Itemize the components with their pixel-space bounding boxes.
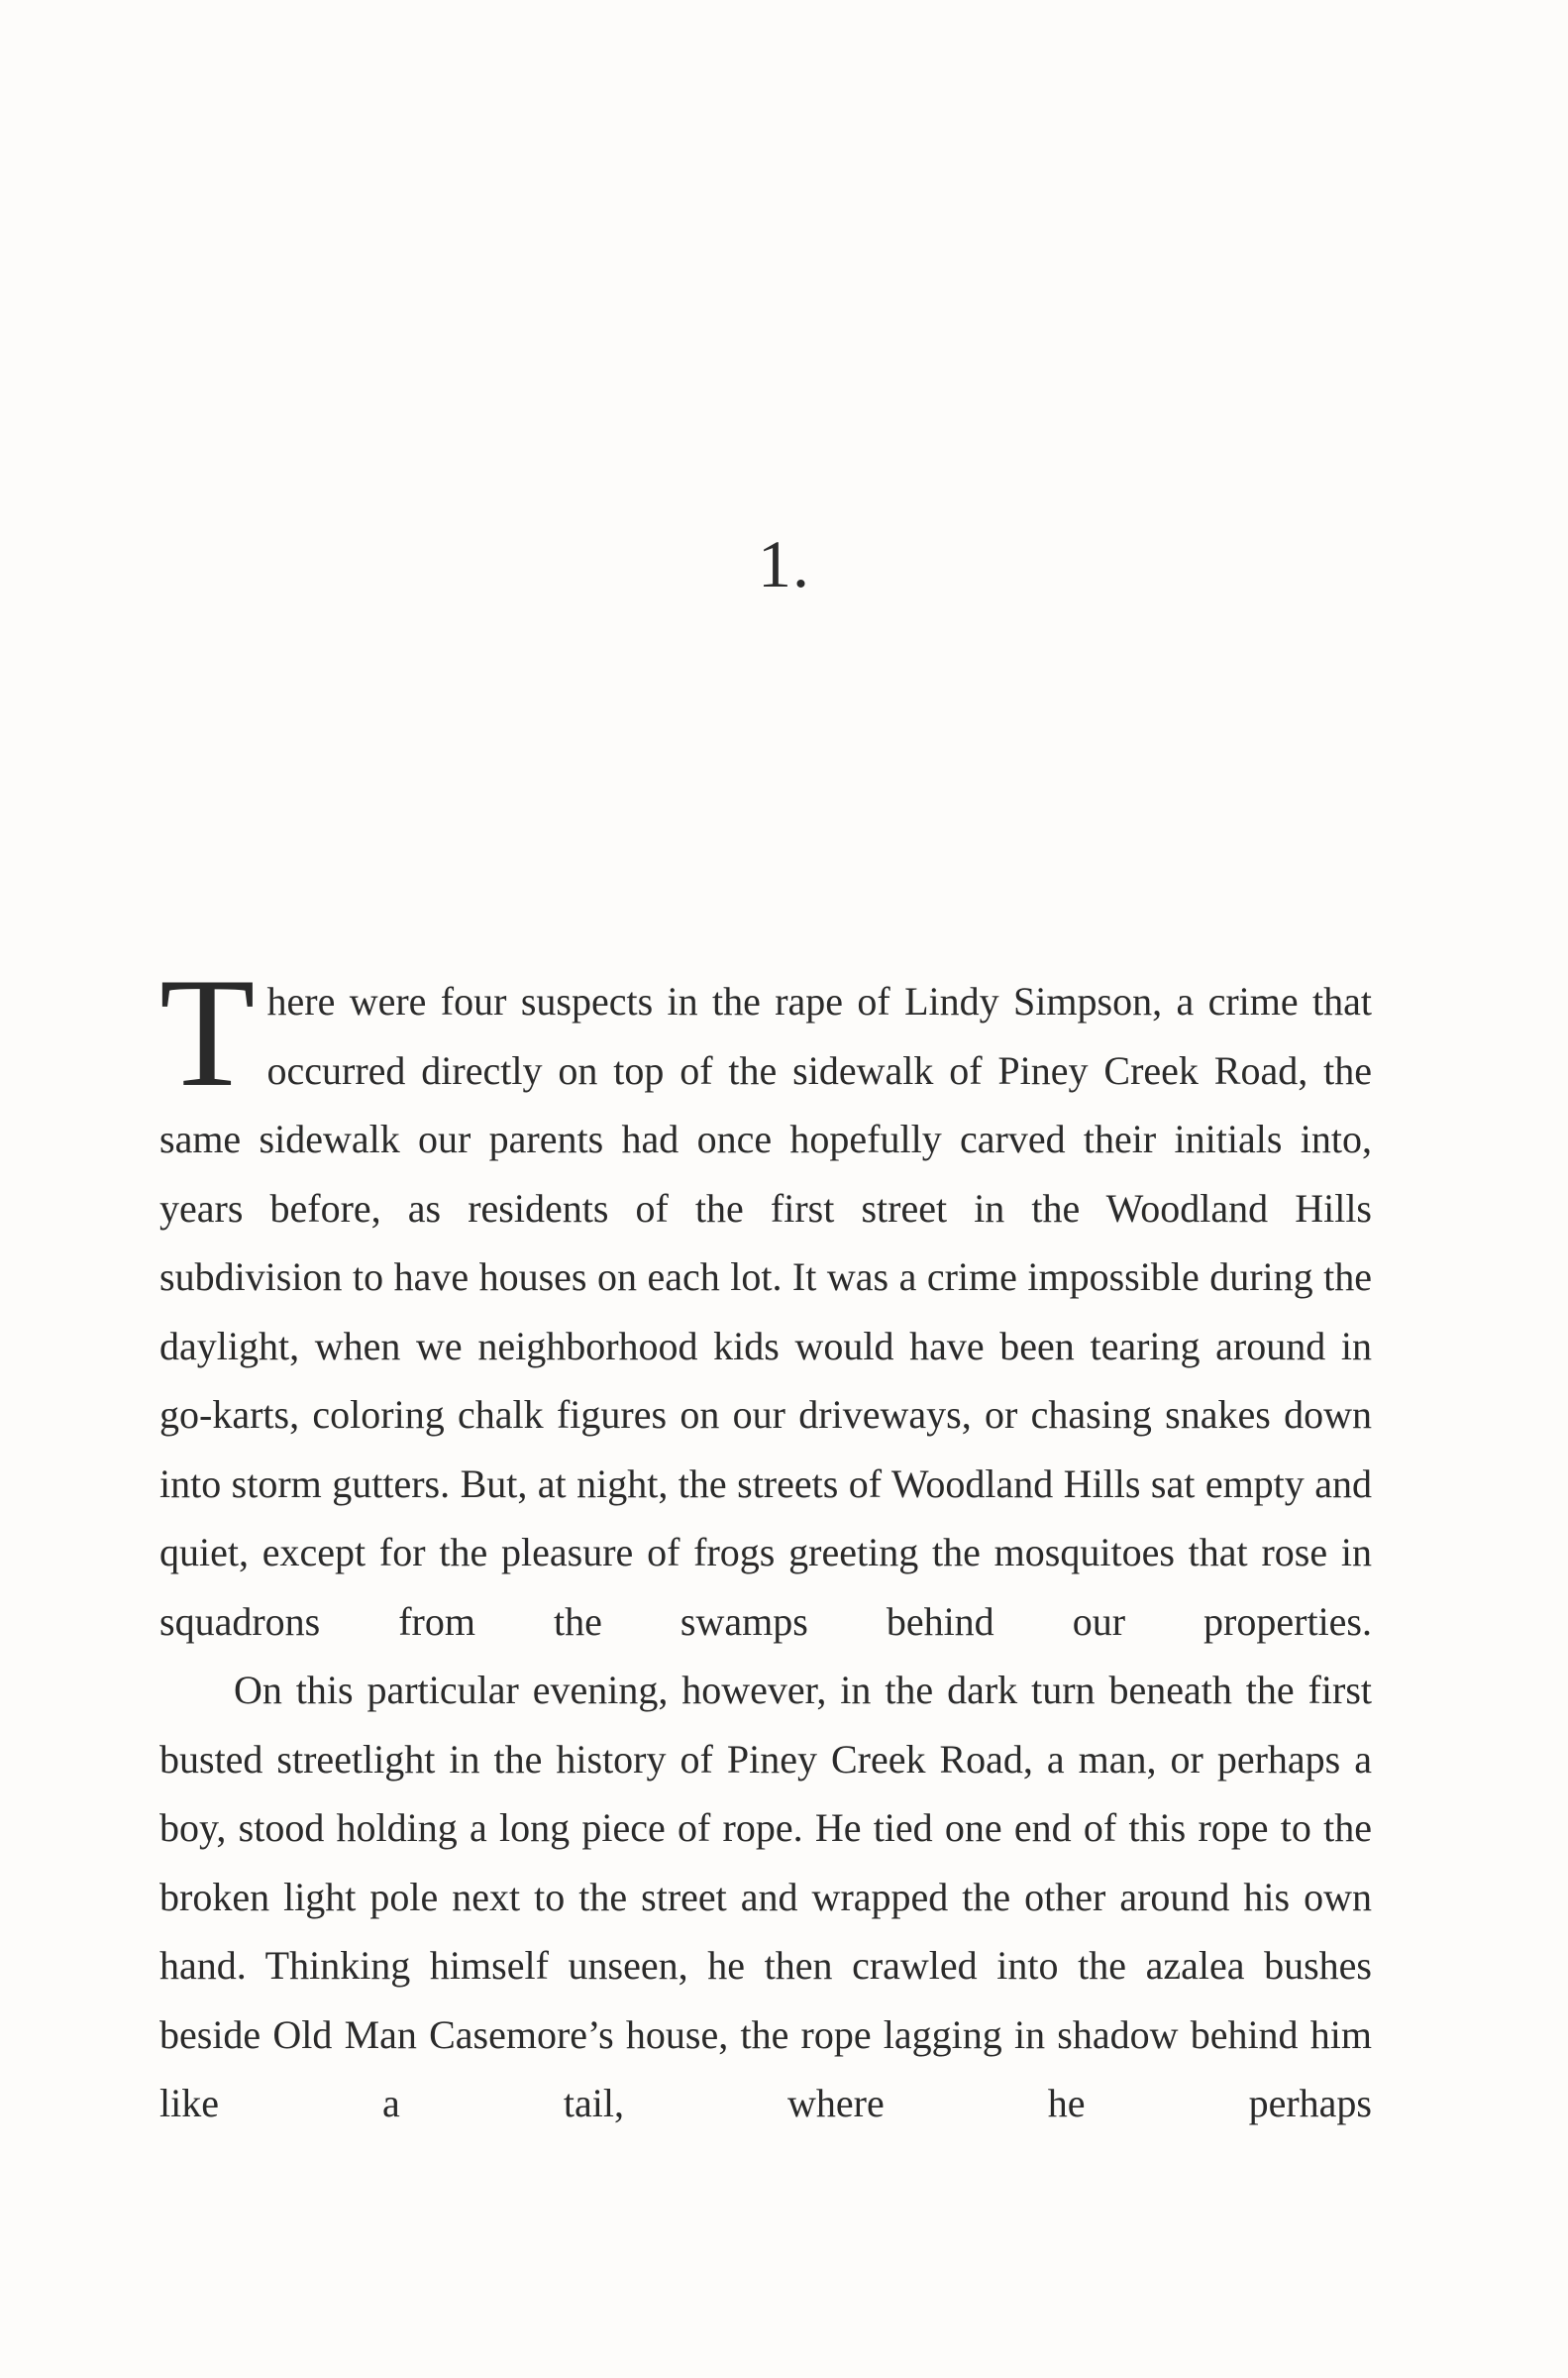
chapter-number: 1. [758,526,810,601]
paragraph-1-text: here were four suspects in the rape of Lindy Simpson, a crime that occurred directly on top of the sidewalk of Piney Creek Road, the same sidewalk our parents had once hopefully carved their initials into, years before, as residents of the first street in the Woodland Hills subdivision to have houses on each lot. It was a crime impossible during the daylight, when we neighborhood kids would have been tearing around in go-karts, coloring chalk figures on our driveways, or chasing snakes down into storm gutters. But, at night, the streets of Woodland Hills sat empty and quiet, except for the pleasure of frogs greeting the mosquitoes that rose in squadrons from the swamps behind our properties. [159,979,1372,1644]
paragraph-2 [159,1656,1372,2138]
paragraph-2-text: On this particular evening, however, in the dark turn beneath the first busted streetlight in the history of Piney Creek Road, a man, or perhaps a boy, stood holding a long piece of rope. He tied one end of this rope to the broken light pole next to the street and wrapped the other around his own hand. Thinking himself unseen, he then crawled into the azalea bushes beside Old Man Casemore’s house, the rope lagging in shadow behind him like a tail, where he perhaps [159,1668,1372,2125]
drop-cap: T [159,946,256,1120]
chapter-body [159,946,1372,2138]
paragraph-1 [159,946,1372,1656]
